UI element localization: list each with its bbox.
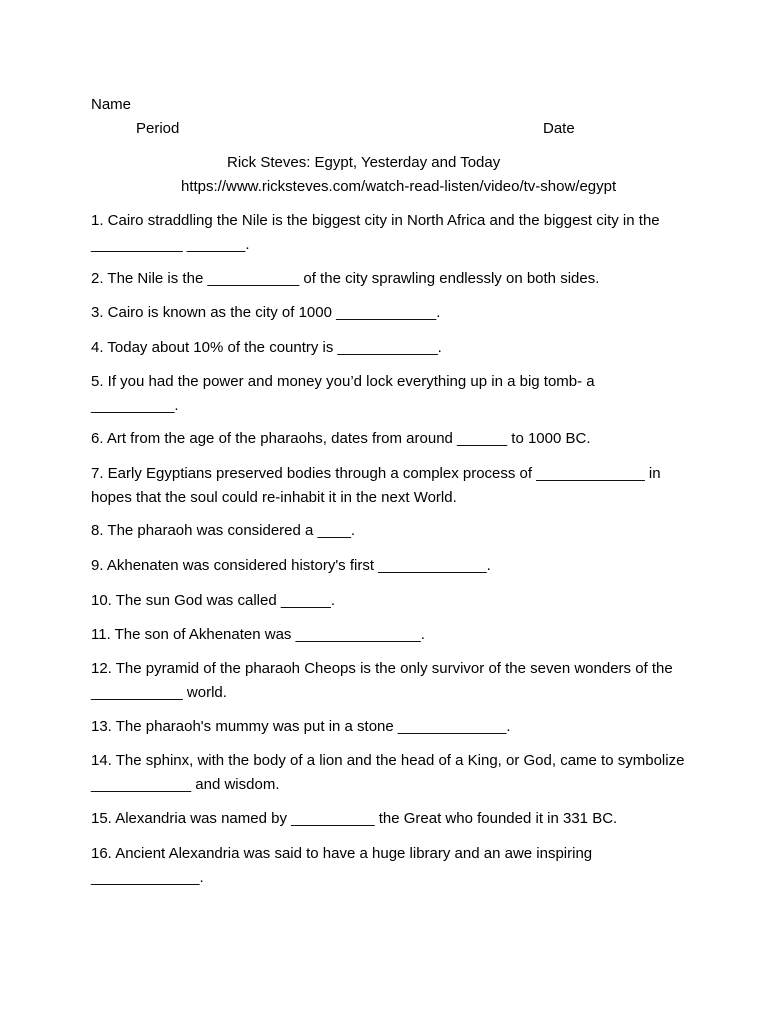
question-6: 6. Art from the age of the pharaohs, dates from around ______ to 1000 BC. xyxy=(91,430,591,447)
date-label: Date xyxy=(543,120,575,137)
question-3: 3. Cairo is known as the city of 1000 ____________. xyxy=(91,304,441,321)
question-15: 15. Alexandria was named by __________ the Great who founded it in 331 BC. xyxy=(91,810,618,827)
question-12: 12. The pyramid of the pharaoh Cheops is the only survivor of the seven wonders of the ___________ world. xyxy=(91,660,673,701)
question-8: 8. The pharaoh was considered a ____. xyxy=(91,522,356,539)
question-16: 16. Ancient Alexandria was said to have a huge library and an awe inspiring _____________. xyxy=(91,845,593,886)
name-label: Name xyxy=(91,96,132,113)
video-url: https://www.ricksteves.com/watch-read-listen/video/tv-show/egypt xyxy=(181,178,617,195)
worksheet-title: Rick Steves: Egypt, Yesterday and Today xyxy=(227,154,501,171)
question-9: 9. Akhenaten was considered history's first _____________. xyxy=(91,557,491,574)
question-2: 2. The Nile is the ___________ of the city sprawling endlessly on both sides. xyxy=(91,270,600,287)
question-5: 5. If you had the power and money you’d lock everything up in a big tomb- a __________. xyxy=(91,373,595,414)
question-7: 7. Early Egyptians preserved bodies through a complex process of _____________ in hopes that the soul could re-inhabit it in the next World. xyxy=(91,465,661,506)
question-13: 13. The pharaoh's mummy was put in a stone _____________. xyxy=(91,718,511,735)
question-14: 14. The sphinx, with the body of a lion and the head of a King, or God, came to symbolize ____________ and wisdom. xyxy=(91,752,685,793)
question-11: 11. The son of Akhenaten was _______________. xyxy=(91,626,425,643)
question-1: 1. Cairo straddling the Nile is the biggest city in North Africa and the biggest city in the ___________ _______. xyxy=(91,212,660,253)
question-10: 10. The sun God was called ______. xyxy=(91,592,336,609)
question-4: 4. Today about 10% of the country is ____________. xyxy=(91,339,442,356)
period-label: Period xyxy=(136,120,180,137)
